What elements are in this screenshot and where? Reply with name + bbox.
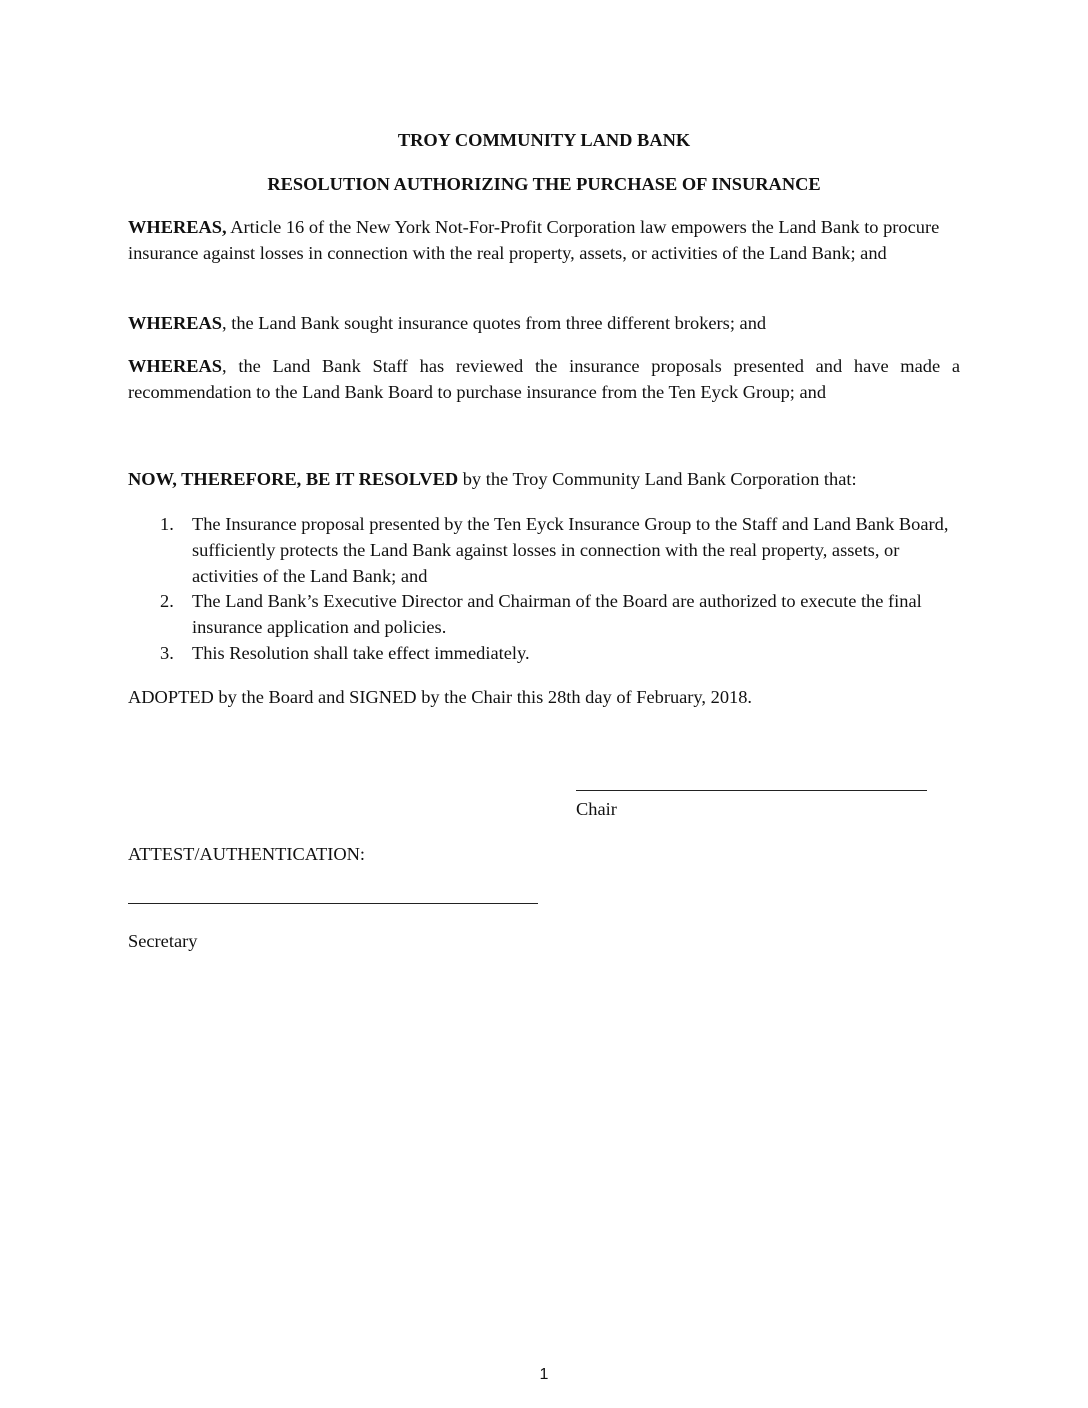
whereas-text: , the Land Bank sought insurance quotes from three different brokers; and: [222, 313, 767, 333]
list-item: [160, 511, 950, 589]
list-item: [160, 640, 950, 666]
attest-label: ATTEST/AUTHENTICATION:: [128, 844, 366, 864]
secretary-signature-line: [128, 903, 538, 904]
list-text: The Land Bank’s Executive Director and Chairman of the Board are authorized to execute the final insurance application and policies.: [192, 591, 922, 637]
resolution-title: RESOLUTION AUTHORIZING THE PURCHASE OF INSURANCE: [267, 174, 821, 194]
list-text: The Insurance proposal presented by the Ten Eyck Insurance Group to the Staff and Land Bank Board, sufficiently protects the Land Bank against losses in connection with the real property, assets, or activities of the Land Bank; and: [192, 514, 949, 586]
resolved-paragraph: [128, 466, 960, 492]
whereas-paragraph-2: [128, 310, 960, 336]
list-text: This Resolution shall take effect immediately.: [192, 643, 530, 663]
whereas-lead: WHEREAS: [128, 313, 223, 333]
whereas-text: , the Land Bank Staff has reviewed the insurance proposals presented and have made a recommendation to the Land Bank Board to purchase insurance from the Ten Eyck Group; and: [128, 356, 960, 402]
whereas-lead: WHEREAS: [128, 356, 223, 376]
list-item: [160, 588, 950, 640]
document-title: TROY COMMUNITY LAND BANK: [397, 130, 691, 150]
list-number: 3.: [160, 643, 174, 663]
adopted-statement: ADOPTED by the Board and SIGNED by the Chair this 28th day of February, 2018.: [128, 687, 752, 707]
resolved-text: by the Troy Community Land Bank Corporation that:: [458, 469, 857, 489]
whereas-lead: WHEREAS,: [128, 217, 227, 237]
secretary-label: Secretary: [128, 931, 198, 951]
list-number: 2.: [160, 591, 174, 611]
chair-signature-line: [576, 790, 927, 791]
whereas-paragraph-1: [128, 214, 960, 266]
page-number: 1: [539, 1366, 549, 1383]
list-number: 1.: [160, 514, 174, 534]
resolved-lead: NOW, THEREFORE, BE IT RESOLVED: [128, 469, 459, 489]
whereas-paragraph-3: [128, 353, 960, 405]
chair-label: Chair: [576, 799, 617, 819]
whereas-text: Article 16 of the New York Not-For-Profit Corporation law empowers the Land Bank to procure insurance against losses in connection with the real property, assets, or activities of the Land Bank; and: [128, 217, 940, 263]
